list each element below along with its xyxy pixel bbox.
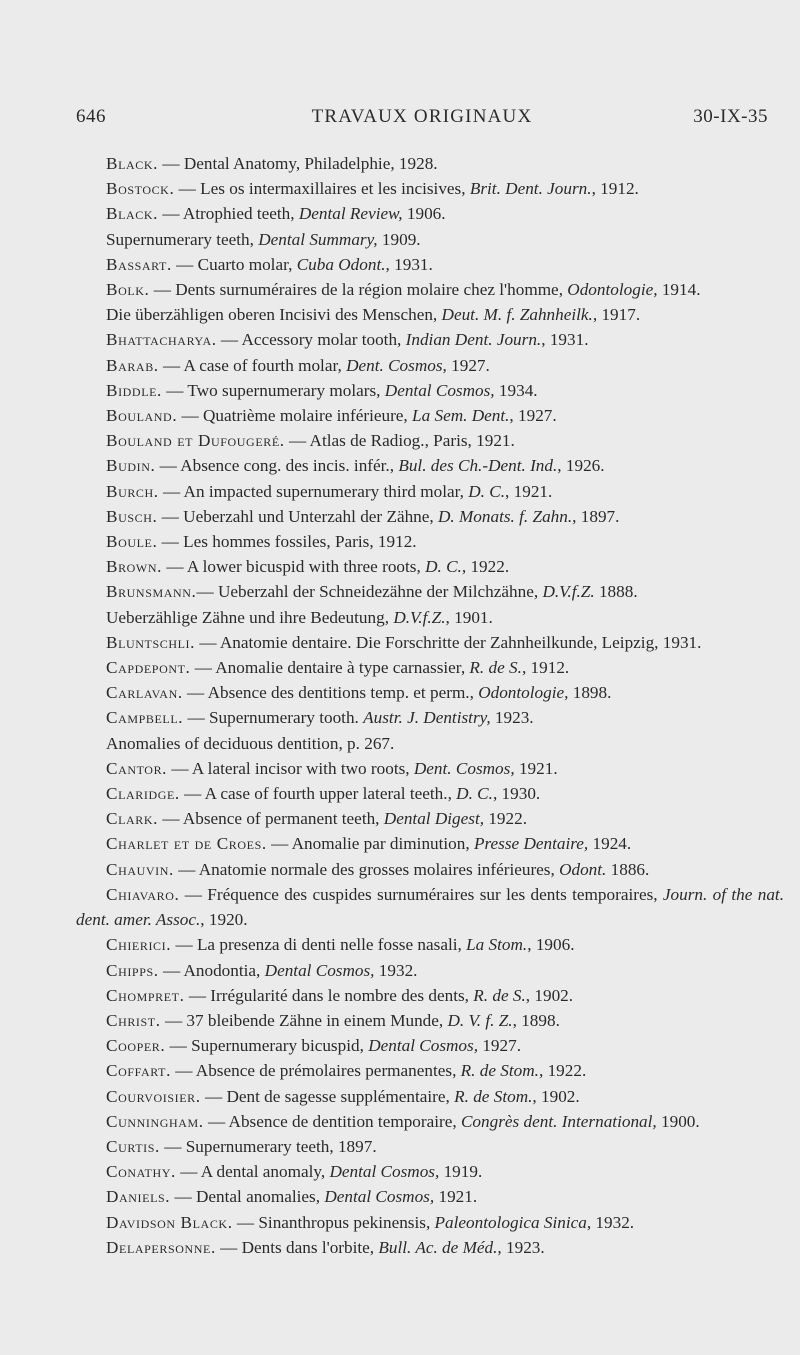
reference-text: — Absence of permanent teeth, xyxy=(158,809,384,829)
reference-year: , 1912. xyxy=(521,658,570,678)
reference-text: — Les os intermaxillaires et les incisives, xyxy=(174,179,470,199)
reference-entry xyxy=(76,277,784,302)
reference-year: 1927. xyxy=(478,1036,521,1056)
reference-journal: Dent. Cosmos, xyxy=(346,355,447,375)
reference-text: — Anatomie normale des grosses molaires inférieures, xyxy=(173,859,560,879)
reference-entry xyxy=(76,554,784,579)
reference-author: Burch. xyxy=(106,481,159,501)
reference-text: Ueberzählige Zähne und ihre Bedeutung, xyxy=(106,607,394,627)
reference-text: — A case of fourth molar, xyxy=(158,355,347,375)
reference-text: — Anatomie dentaire. Die Forschritte der Zahnheilkunde, Leipzig, 1931. xyxy=(195,632,702,652)
reference-text: — Absence cong. des incis. infér., xyxy=(155,456,399,476)
reference-journal: D. C. xyxy=(425,557,462,577)
reference-author: Bhattacharya. xyxy=(106,330,217,350)
reference-year: 1919. xyxy=(439,1162,483,1182)
reference-journal: Brit. Dent. Journ. xyxy=(469,179,592,199)
reference-author: Black. xyxy=(106,204,159,224)
reference-author: Brunsmann. xyxy=(106,582,197,602)
issue-date: 30-IX-35 xyxy=(693,106,768,127)
reference-journal: La Sem. Dent. xyxy=(412,406,510,426)
reference-author: Bluntschli. xyxy=(106,632,196,652)
reference-journal: Congrès dent. International, xyxy=(460,1111,657,1131)
reference-entry xyxy=(76,378,784,403)
reference-text: — A lower bicuspid with three roots, xyxy=(162,557,426,577)
reference-year: , 1921. xyxy=(505,481,553,501)
reference-entry xyxy=(76,1033,784,1058)
reference-text: Die überzähligen oberen Incisivi des Menschen, xyxy=(106,305,442,325)
reference-entry xyxy=(76,302,784,327)
reference-entry xyxy=(76,756,784,781)
reference-journal: Dental Cosmos, xyxy=(264,960,375,980)
reference-year: 1932. xyxy=(374,960,418,980)
reference-author: Delapersonne. xyxy=(106,1237,216,1257)
reference-year: 1932. xyxy=(591,1212,635,1232)
reference-journal: Bul. des Ch.-Dent. Ind. xyxy=(398,456,558,476)
reference-journal: R. de Stom. xyxy=(460,1061,539,1081)
reference-year: 1914. xyxy=(657,280,701,300)
reference-journal: D.V.f.Z. xyxy=(542,582,595,602)
reference-journal: Deut. M. f. Zahnheilk. xyxy=(441,305,593,325)
reference-year: 1923. xyxy=(490,708,534,728)
reference-list xyxy=(76,151,784,1260)
reference-journal: D. C. xyxy=(456,784,493,804)
reference-author: Cantor. xyxy=(106,758,168,778)
reference-journal: D. Monats. f. Zahn. xyxy=(437,506,573,526)
reference-year: , 1897. xyxy=(572,506,620,526)
reference-author: Bouland et Dufougeré. xyxy=(106,431,285,451)
reference-author: Chierici. xyxy=(106,935,172,955)
reference-text: — Atlas de Radiog., Paris, 1921. xyxy=(284,431,515,451)
reference-text: — Supernumerary tooth. xyxy=(183,708,364,728)
reference-entry xyxy=(76,1159,784,1184)
reference-entry xyxy=(76,504,784,529)
reference-journal: Cuba Odont. xyxy=(296,254,386,274)
reference-journal: Dent. Cosmos, xyxy=(413,758,515,778)
reference-year: 1922. xyxy=(484,809,527,829)
reference-journal: Odontologie, xyxy=(478,683,569,703)
reference-author: Chauvin. xyxy=(106,859,174,879)
reference-year: 1886. xyxy=(606,859,650,879)
reference-year: , 1926. xyxy=(557,456,605,476)
reference-entry xyxy=(76,781,784,806)
reference-entry xyxy=(76,327,784,352)
reference-author: Biddle. xyxy=(106,380,162,400)
reference-author: Campbell. xyxy=(106,708,184,728)
reference-journal: D.V.f.Z. xyxy=(393,607,446,627)
reference-year: , 1912. xyxy=(591,179,639,199)
reference-text: Supernumerary teeth, xyxy=(106,229,259,249)
reference-year: 1906. xyxy=(402,204,446,224)
reference-entry xyxy=(76,831,784,856)
reference-year: 1898. xyxy=(568,683,612,703)
reference-year: 1900. xyxy=(656,1111,700,1131)
reference-entry xyxy=(76,529,784,554)
reference-year: 1934. xyxy=(494,380,538,400)
running-title: TRAVAUX ORIGINAUX xyxy=(311,106,533,127)
reference-text: — Ueberzahl und Unterzahl der Zähne, xyxy=(157,506,438,526)
reference-entry xyxy=(76,882,784,932)
reference-year: , 1902. xyxy=(525,985,574,1005)
reference-text: — Irrégularité dans le nombre des dents, xyxy=(184,985,474,1005)
reference-entry xyxy=(76,201,784,226)
reference-journal: R. de S. xyxy=(473,985,526,1005)
reference-author: Bouland. xyxy=(106,406,178,426)
reference-journal: Dental Digest, xyxy=(383,809,485,829)
reference-entry xyxy=(76,932,784,957)
reference-journal: D. C. xyxy=(468,481,506,501)
reference-author: Coffart. xyxy=(106,1061,171,1081)
reference-year: , 1902. xyxy=(532,1086,580,1106)
reference-author: Claridge. xyxy=(106,784,180,804)
reference-year: , 1930. xyxy=(492,784,541,804)
reference-text: — Anodontia, xyxy=(158,960,265,980)
reference-text: — An impacted supernumerary third molar, xyxy=(158,481,469,501)
reference-text: — Sinanthropus pekinensis, xyxy=(232,1212,435,1232)
reference-entry xyxy=(76,1210,784,1235)
reference-journal: Indian Dent. Journ. xyxy=(405,330,542,350)
reference-entry xyxy=(76,630,784,655)
reference-text: — Two supernumerary molars, xyxy=(161,380,385,400)
reference-author: Cooper. xyxy=(106,1036,166,1056)
reference-text: — Les hommes fossiles, Paris, 1912. xyxy=(157,532,417,552)
reference-entry xyxy=(76,1235,784,1260)
reference-journal: La Stom. xyxy=(466,935,528,955)
reference-author: Bassart. xyxy=(106,254,172,274)
reference-text: — Dents dans l'orbite, xyxy=(215,1237,379,1257)
reference-year: , 1906. xyxy=(527,935,575,955)
reference-author: Black. xyxy=(106,154,159,173)
reference-author: Capdepont. xyxy=(106,658,191,678)
reference-text: — Anomalie par diminution, xyxy=(266,834,474,854)
reference-journal: Bull. Ac. de Méd. xyxy=(378,1237,498,1257)
reference-entry xyxy=(76,1008,784,1033)
reference-journal: Presse Dentaire, xyxy=(473,834,589,854)
reference-text: — Dents surnuméraires de la région molaire chez l'homme, xyxy=(149,280,568,300)
reference-year: 1921. xyxy=(434,1187,478,1207)
reference-year: , 1920. xyxy=(200,910,248,930)
reference-text: — Cuarto molar, xyxy=(171,254,297,274)
running-header xyxy=(76,106,768,134)
reference-text: — Supernumerary bicuspid, xyxy=(165,1036,369,1056)
reference-entry xyxy=(76,1084,784,1109)
reference-text: — Accessory molar tooth, xyxy=(216,330,406,350)
reference-journal: Austr. J. Dentistry, xyxy=(363,708,491,728)
reference-author: Daniels. xyxy=(106,1187,171,1207)
reference-entry xyxy=(76,453,784,478)
reference-author: Charlet et de Croes. xyxy=(106,834,267,854)
reference-year: 1924. xyxy=(588,834,632,854)
reference-entry xyxy=(76,151,784,176)
reference-entry xyxy=(76,680,784,705)
reference-author: Boule. xyxy=(106,532,158,552)
reference-journal: Dental Summary, xyxy=(258,229,378,249)
reference-author: Cunningham. xyxy=(106,1111,204,1131)
reference-author: Clark. xyxy=(106,809,159,829)
reference-author: Bolk. xyxy=(106,280,150,300)
reference-year: , 1931. xyxy=(541,330,589,350)
reference-author: Chipps. xyxy=(106,960,159,980)
reference-author: Chompret. xyxy=(106,985,185,1005)
reference-author: Carlavan. xyxy=(106,683,183,703)
reference-year: , 1922. xyxy=(461,557,510,577)
reference-author: Budin. xyxy=(106,456,156,476)
reference-year: , 1923. xyxy=(497,1237,545,1257)
reference-journal: Dental Cosmos, xyxy=(324,1187,435,1207)
reference-year: , 1917. xyxy=(592,305,641,325)
reference-text: — A case of fourth upper lateral teeth., xyxy=(179,784,457,804)
reference-journal: Dental Cosmos, xyxy=(368,1036,479,1056)
reference-entry xyxy=(76,958,784,983)
page-number: 646 xyxy=(76,106,106,127)
reference-entry xyxy=(76,176,784,201)
reference-journal: Odontologie, xyxy=(567,280,658,300)
reference-text: — Atrophied teeth, xyxy=(158,204,299,224)
reference-author: Curtis. xyxy=(106,1136,160,1156)
reference-entry xyxy=(76,252,784,277)
reference-year: 1909. xyxy=(377,229,421,249)
reference-author: Bostock. xyxy=(106,179,175,199)
reference-text: — A lateral incisor with two roots, xyxy=(167,758,414,778)
reference-journal: D. V. f. Z. xyxy=(447,1010,513,1030)
reference-author: Christ. xyxy=(106,1010,161,1030)
reference-year: , 1898. xyxy=(512,1010,560,1030)
reference-text: — 37 bleibende Zähne in einem Munde, xyxy=(160,1010,448,1030)
reference-year: 1888. xyxy=(594,582,638,602)
reference-entry xyxy=(76,1184,784,1209)
reference-entry xyxy=(76,428,784,453)
reference-journal: Dental Cosmos, xyxy=(329,1162,440,1182)
reference-journal: Paleontologica Sinica, xyxy=(434,1212,592,1232)
reference-year: , 1927. xyxy=(509,406,557,426)
reference-author: Busch. xyxy=(106,506,158,526)
reference-journal: Odont. xyxy=(559,859,607,879)
reference-journal: R. de Stom. xyxy=(454,1086,533,1106)
reference-journal: R. de S. xyxy=(469,658,522,678)
reference-entry xyxy=(76,857,784,882)
reference-entry xyxy=(76,479,784,504)
reference-journal: Dental Review, xyxy=(298,204,403,224)
reference-entry xyxy=(76,579,784,604)
reference-entry xyxy=(76,1058,784,1083)
reference-entry xyxy=(76,731,784,756)
reference-text: — Anomalie dentaire à type carnassier, xyxy=(190,658,470,678)
reference-text: — Quatrième molaire inférieure, xyxy=(177,406,413,426)
reference-entry xyxy=(76,655,784,680)
reference-entry xyxy=(76,1109,784,1134)
reference-text: Anomalies of deciduous dentition, p. 267. xyxy=(106,733,395,753)
reference-text: — Absence des dentitions temp. et perm., xyxy=(182,683,479,703)
reference-author: Brown. xyxy=(106,557,163,577)
reference-author: Courvoisier. xyxy=(106,1086,201,1106)
reference-text: — La presenza di denti nelle fosse nasali, xyxy=(171,935,467,955)
reference-year: , 1922. xyxy=(538,1061,587,1081)
reference-text: — Ueberzahl der Schneidezähne der Milchzähne, xyxy=(196,582,543,602)
reference-entry xyxy=(76,353,784,378)
reference-author: Conathy. xyxy=(106,1162,176,1182)
reference-text: — Dental Anatomy, Philadelphie, 1928. xyxy=(158,154,438,173)
reference-text: — Fréquence des cuspides surnuméraires sur les dents temporaires, xyxy=(179,884,663,904)
reference-entry xyxy=(76,806,784,831)
reference-entry xyxy=(76,403,784,428)
reference-year: , 1931. xyxy=(385,254,433,274)
reference-author: Barab. xyxy=(106,355,159,375)
reference-author: Chiavaro. xyxy=(106,884,180,904)
reference-journal: Dental Cosmos, xyxy=(384,380,495,400)
reference-text: — Absence de dentition temporaire, xyxy=(203,1111,461,1131)
reference-entry xyxy=(76,605,784,630)
reference-text: — Dental anomalies, xyxy=(170,1187,325,1207)
reference-entry xyxy=(76,227,784,252)
reference-text: — A dental anomaly, xyxy=(175,1162,330,1182)
reference-text: — Absence de prémolaires permanentes, xyxy=(170,1061,461,1081)
reference-entry xyxy=(76,705,784,730)
reference-text: — Supernumerary teeth, 1897. xyxy=(159,1136,377,1156)
reference-year: 1927. xyxy=(446,355,490,375)
reference-entry xyxy=(76,983,784,1008)
reference-text: — Dent de sagesse supplémentaire, xyxy=(200,1086,455,1106)
reference-journal: Journ. of the nat. dent. amer. Assoc. xyxy=(76,884,784,930)
reference-author: Davidson Black. xyxy=(106,1212,233,1232)
reference-year: , 1901. xyxy=(445,607,493,627)
reference-entry xyxy=(76,1134,784,1159)
reference-year: 1921. xyxy=(514,758,558,778)
